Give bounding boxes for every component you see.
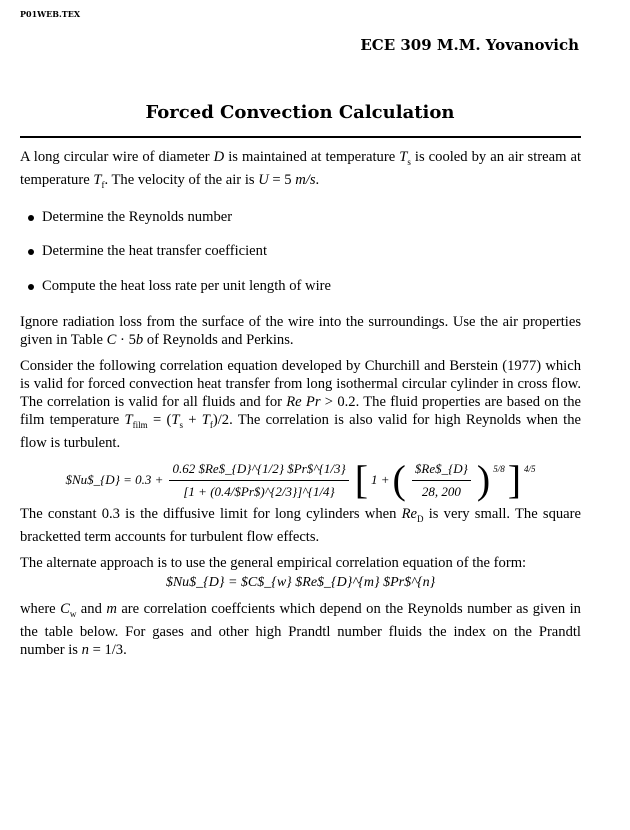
task-item: Determine the Reynolds number bbox=[20, 208, 581, 226]
where-paragraph: where $C_w$ and m are correlation coeffcients which depend on the Reynolds number as given in the table below. For gases and other high Prandtl number fluids the index on the Prandtl number is n = 1/3. bbox=[20, 600, 581, 658]
paren-open: ( bbox=[392, 457, 406, 503]
course-header: ECE 309 M.M. Yovanovich bbox=[360, 36, 579, 54]
churchill-bernstein-equation bbox=[20, 457, 581, 503]
intro-paragraph: A long circular wire of diameter D is maintained at temperature $T_s$ is cooled by an air stream at temperature $T_f$. The velocity of the air is U = 5 m/s. bbox=[20, 149, 582, 190]
equation-lhs: $Nu$_{D} = 0.3 + bbox=[65, 472, 164, 488]
file-name: P01WEB.TEX bbox=[20, 9, 81, 19]
inner-numerator: $Re$_{D} bbox=[412, 460, 471, 481]
fraction bbox=[169, 460, 348, 501]
task-item: Compute the heat loss rate per unit length of wire bbox=[20, 277, 581, 295]
inner-fraction bbox=[412, 460, 471, 501]
fraction-denominator: [1 + (0.4/$Pr$)^{2/3}]^{1/4} bbox=[183, 483, 335, 499]
bracket-close: ] bbox=[507, 457, 522, 503]
bullet-icon bbox=[28, 249, 34, 255]
task-item: Determine the heat transfer coefficient bbox=[20, 242, 581, 260]
fraction-numerator: 0.62 $Re$_{D}^{1/2} $Pr$^{1/3} bbox=[169, 460, 348, 481]
consider-paragraph: Consider the following correlation equation developed by Churchill and Berstein (1977) which is valid for forced convection heat transfer from long isothermal circular cylinder in cross flow. The correlation is valid for all fluids and for Re Pr > 0.2. The fluid properties are based on the film temperature $T_{film} = (T_s + T_f)/2$. The correlation is also valid for high Reynolds when the flow is turbulent. bbox=[20, 357, 582, 451]
paren-close: ) bbox=[476, 457, 491, 503]
ignore-paragraph: Ignore radiation loss from the surface of the wire into the surroundings. Use the air properties given in Table C · 5b of Reynolds and Perkins. bbox=[20, 313, 581, 348]
bullet-icon bbox=[28, 215, 34, 221]
task-list bbox=[20, 208, 581, 295]
document-body bbox=[20, 148, 581, 667]
bullet-icon bbox=[28, 284, 34, 290]
bracket-open: [ bbox=[354, 457, 369, 503]
one-plus: 1 + bbox=[371, 472, 390, 488]
page-title: Forced Convection Calculation bbox=[145, 102, 455, 123]
empirical-equation: $Nu$_{D} = $C$_{w} $Re$_{D}^{m} $Pr$^{n} bbox=[165, 574, 436, 590]
inner-exponent: 5/8 bbox=[493, 463, 505, 474]
alternate-paragraph: The alternate approach is to use the general empirical correlation equation of the form: bbox=[20, 554, 527, 571]
inner-denominator: 28, 200 bbox=[421, 483, 461, 499]
title-rule bbox=[20, 136, 581, 138]
outer-exponent: 4/5 bbox=[524, 463, 536, 474]
constant-paragraph: The constant 0.3 is the diffusive limit for long cylinders when $Re_D$ is very small. The square bracketted term accounts for turbulent flow effects. bbox=[20, 505, 581, 545]
